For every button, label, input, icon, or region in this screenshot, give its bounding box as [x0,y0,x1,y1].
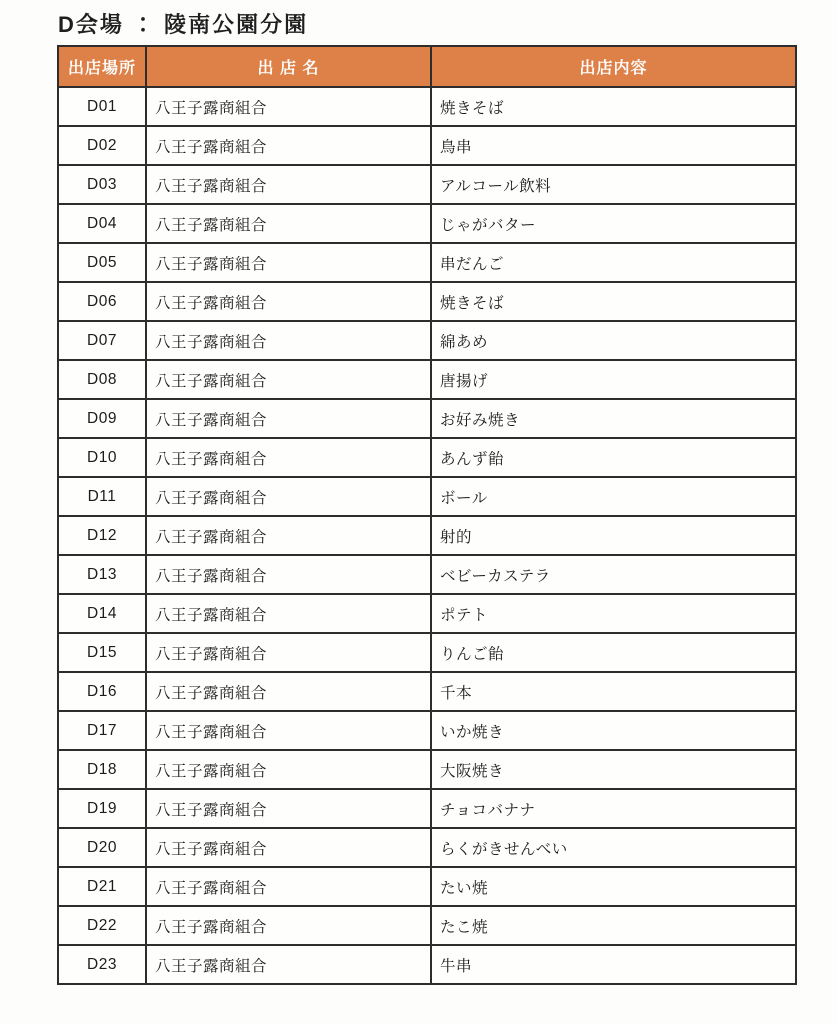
cell-location: D18 [58,750,146,789]
cell-name: 八王子露商組合 [146,243,431,282]
table-row [58,126,796,165]
cell-content: ボール [431,477,796,516]
column-header-location: 出店場所 [58,46,146,87]
cell-location: D02 [58,126,146,165]
cell-name: 八王子露商組合 [146,672,431,711]
cell-name: 八王子露商組合 [146,594,431,633]
cell-content: りんご飴 [431,633,796,672]
table-row [58,555,796,594]
cell-content: 焼きそば [431,282,796,321]
cell-name: 八王子露商組合 [146,126,431,165]
cell-location: D23 [58,945,146,984]
cell-name: 八王子露商組合 [146,477,431,516]
cell-content: 千本 [431,672,796,711]
cell-content: たい焼 [431,867,796,906]
cell-name: 八王子露商組合 [146,399,431,438]
table-row [58,360,796,399]
cell-content: 大阪焼き [431,750,796,789]
table-row [58,789,796,828]
cell-content: 串だんご [431,243,796,282]
cell-name: 八王子露商組合 [146,516,431,555]
table-header-row [58,46,796,87]
page-title: D会場 ： 陵南公園分園 [58,12,309,37]
cell-location: D12 [58,516,146,555]
cell-name: 八王子露商組合 [146,828,431,867]
cell-content: らくがきせんべい [431,828,796,867]
cell-location: D16 [58,672,146,711]
vendor-table [57,45,797,985]
cell-location: D20 [58,828,146,867]
table-row [58,282,796,321]
cell-content: いか焼き [431,711,796,750]
cell-location: D17 [58,711,146,750]
cell-location: D03 [58,165,146,204]
table-row [58,477,796,516]
cell-location: D06 [58,282,146,321]
cell-location: D05 [58,243,146,282]
column-header-name: 出 店 名 [146,46,431,87]
cell-content: ポテト [431,594,796,633]
table-row [58,438,796,477]
cell-name: 八王子露商組合 [146,438,431,477]
cell-name: 八王子露商組合 [146,282,431,321]
cell-name: 八王子露商組合 [146,321,431,360]
cell-location: D14 [58,594,146,633]
table-row [58,165,796,204]
cell-content: あんず飴 [431,438,796,477]
table-row [58,750,796,789]
cell-location: D08 [58,360,146,399]
cell-content: チョコバナナ [431,789,796,828]
cell-name: 八王子露商組合 [146,906,431,945]
table-row [58,243,796,282]
cell-content: 焼きそば [431,87,796,126]
cell-location: D09 [58,399,146,438]
table-row [58,711,796,750]
cell-location: D10 [58,438,146,477]
cell-content: たこ焼 [431,906,796,945]
column-header-content: 出店内容 [431,46,796,87]
cell-name: 八王子露商組合 [146,87,431,126]
cell-content: お好み焼き [431,399,796,438]
cell-name: 八王子露商組合 [146,945,431,984]
cell-name: 八王子露商組合 [146,633,431,672]
table-row [58,204,796,243]
cell-name: 八王子露商組合 [146,867,431,906]
cell-name: 八王子露商組合 [146,360,431,399]
table-row [58,87,796,126]
cell-name: 八王子露商組合 [146,789,431,828]
cell-name: 八王子露商組合 [146,204,431,243]
table-row [58,945,796,984]
table-row [58,516,796,555]
cell-content: 牛串 [431,945,796,984]
table-row [58,594,796,633]
cell-content: じゃがバター [431,204,796,243]
table-header [58,46,796,87]
cell-name: 八王子露商組合 [146,750,431,789]
cell-location: D04 [58,204,146,243]
cell-location: D01 [58,87,146,126]
cell-location: D13 [58,555,146,594]
table-row [58,672,796,711]
table-row [58,828,796,867]
cell-location: D11 [58,477,146,516]
table-body [58,87,796,984]
cell-location: D22 [58,906,146,945]
cell-content: 唐揚げ [431,360,796,399]
cell-location: D07 [58,321,146,360]
cell-location: D15 [58,633,146,672]
table-row [58,867,796,906]
table-row [58,321,796,360]
cell-name: 八王子露商組合 [146,165,431,204]
table-row [58,906,796,945]
cell-location: D19 [58,789,146,828]
cell-content: 射的 [431,516,796,555]
cell-content: 鳥串 [431,126,796,165]
cell-name: 八王子露商組合 [146,555,431,594]
cell-content: 綿あめ [431,321,796,360]
cell-location: D21 [58,867,146,906]
table-row [58,399,796,438]
cell-content: ベビーカステラ [431,555,796,594]
cell-content: アルコール飲料 [431,165,796,204]
cell-name: 八王子露商組合 [146,711,431,750]
table-row [58,633,796,672]
